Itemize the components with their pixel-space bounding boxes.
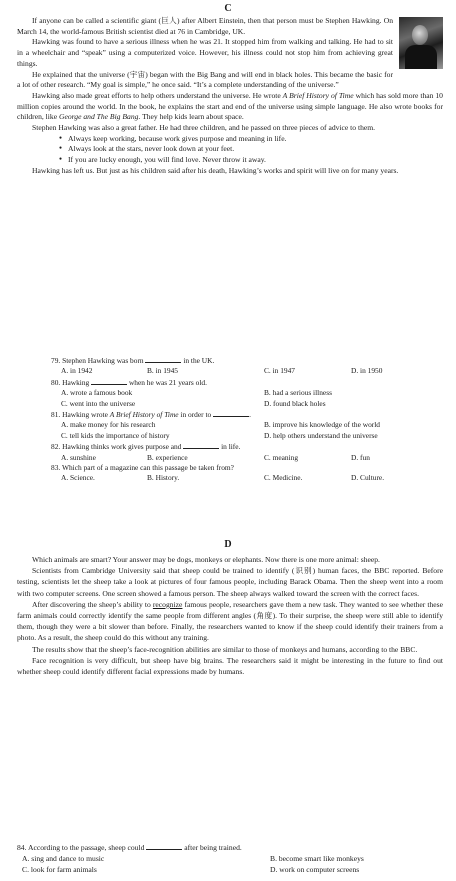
passage-d-p5: Face recognition is very difficult, but sheep have big brains. The researchers said it might be interesting in the future to find out whether sheep could identify different facial expressions made by humans.: [17, 655, 443, 677]
questions-c: [51, 355, 446, 484]
option[interactable]: A. sing and dance to music: [22, 854, 105, 863]
book-title: George and The Big Bang: [58, 112, 139, 122]
option[interactable]: D. in 1950: [351, 366, 383, 376]
section-c-title: C: [224, 3, 232, 14]
option[interactable]: C. went into the universe: [61, 398, 136, 408]
option[interactable]: B. in 1945: [147, 366, 179, 376]
question-84: 84. According to the passage, sheep could after being trained.: [17, 843, 242, 852]
question-80: 80. Hawking when he was 21 years old.: [51, 377, 207, 387]
passage-c-p5: Stephen Hawking was also a great father. He had three children, and he passed on three pieces of advice to them.: [32, 123, 376, 133]
option[interactable]: A. sunshine: [61, 452, 96, 462]
option[interactable]: A. wrote a famous book: [61, 388, 133, 398]
stephen-hawking-photo: [399, 17, 443, 69]
question-83: 83. Which part of a magazine can this passage be taken from?: [51, 462, 234, 472]
passage-c-p4: Hawking also made great efforts to help others understand the universe. He wrote A Brief History of Time which has sold more than 10 million copies around the world. In the book, he explains the start and end of the universe using simple language. He also wrote books for children, like George and The Big Bang. They help kids learn about space.: [17, 90, 443, 122]
option[interactable]: B. had a serious illness: [264, 388, 332, 398]
advice-bullet: ● Always keep working, because work gives purpose and meaning in life.: [17, 134, 443, 145]
underlined-word: recognize: [152, 599, 183, 609]
question-79: 79. Stephen Hawking was born in the UK.: [51, 356, 215, 365]
option[interactable]: B. experience: [147, 452, 188, 462]
option[interactable]: B. improve his knowledge of the world: [264, 420, 380, 430]
option[interactable]: B. become smart like monkeys: [270, 854, 364, 863]
passage-d: [17, 554, 443, 677]
passage-c-p6: Hawking has left us. But just as his children said after his death, Hawking’s works and spirit will live on for many years.: [32, 165, 399, 175]
passage-c: [17, 16, 443, 177]
option[interactable]: D. Culture.: [351, 473, 385, 483]
passage-d-p4: The results show that the sheep’s face-recognition abilities are similar to those of monkeys and humans, according to the BBC.: [32, 644, 418, 654]
option[interactable]: D. fun: [351, 452, 370, 462]
option[interactable]: C. meaning: [264, 452, 299, 462]
option[interactable]: D. work on computer screens: [270, 865, 360, 874]
passage-c-p2: Hawking was found to have a serious illness when he was 21. It stopped him from walking and talking. He had to sit in a wheelchair and “speak” using a computerized voice. However, his illness could not stop him from achieving great things.: [17, 37, 393, 68]
passage-c-p1: If anyone can be called a scientific giant (巨人) after Albert Einstein, then that person must be Stephen Hawking. On March 14, the world-famous British scientist died at 76 in Cambridge, UK.: [17, 16, 393, 36]
option[interactable]: C. tell kids the importance of history: [61, 430, 170, 440]
advice-bullet: ● If you are lucky enough, you will find love. Never throw it away.: [17, 155, 443, 166]
option[interactable]: C. Medicine.: [264, 473, 303, 483]
option[interactable]: A. in 1942: [61, 366, 93, 376]
option[interactable]: A. make money for his research: [61, 420, 156, 430]
advice-bullet: ● Always look at the stars, never look down at your feet.: [17, 144, 443, 155]
option[interactable]: B. History.: [147, 473, 180, 483]
book-title: A Brief History of Time: [282, 90, 354, 100]
passage-d-p2: Scientists from Cambridge University said that sheep could be trained to identify (识别) human faces, the BBC reported. Before testing, scientists let the sheep take a look at pictures of four famous people, including Barack Obama. Then the sheep went into a room with two computer screens. One screen showed a famous person. The sheep always walked toward the screen with the correct faces.: [17, 566, 443, 598]
question-79-options: [51, 366, 446, 376]
option[interactable]: D. help others understand the universe: [264, 430, 378, 440]
question-82: 82. Hawking thinks work gives purpose and in life.: [51, 442, 241, 452]
option[interactable]: C. in 1947: [264, 366, 296, 376]
passage-d-p3: After discovering the sheep’s ability to recognize famous people, researchers gave them a new task. They wanted to see whether these farm animals could correctly identify the same people from different angles (角度). To their surprise, the sheep were still able to identify them, though they were a bit slower than before. Finally, the researchers wanted to know if the sheep could identify their trainers from a photo. As a result, the sheep could do this without any training.: [17, 599, 443, 643]
option[interactable]: C. look for farm animals: [22, 865, 97, 874]
questions-d: [17, 842, 447, 875]
section-d-title: D: [224, 539, 232, 550]
option[interactable]: D. found black holes: [264, 398, 326, 408]
question-81: 81. Hawking wrote A Brief History of Time in order to .: [51, 409, 251, 419]
passage-d-p1: Which animals are smart? Your answer may be dogs, monkeys or elephants. Now there is one more animal: sheep.: [32, 555, 380, 564]
passage-c-p3: He explained that the universe (宇宙) began with the Big Bang and will end in black holes. This became the basic for a lot of other research. “My goal is simple,” he once said. “It’s a complete understanding of the universe.”: [17, 69, 393, 90]
option[interactable]: A. Science.: [61, 473, 95, 483]
